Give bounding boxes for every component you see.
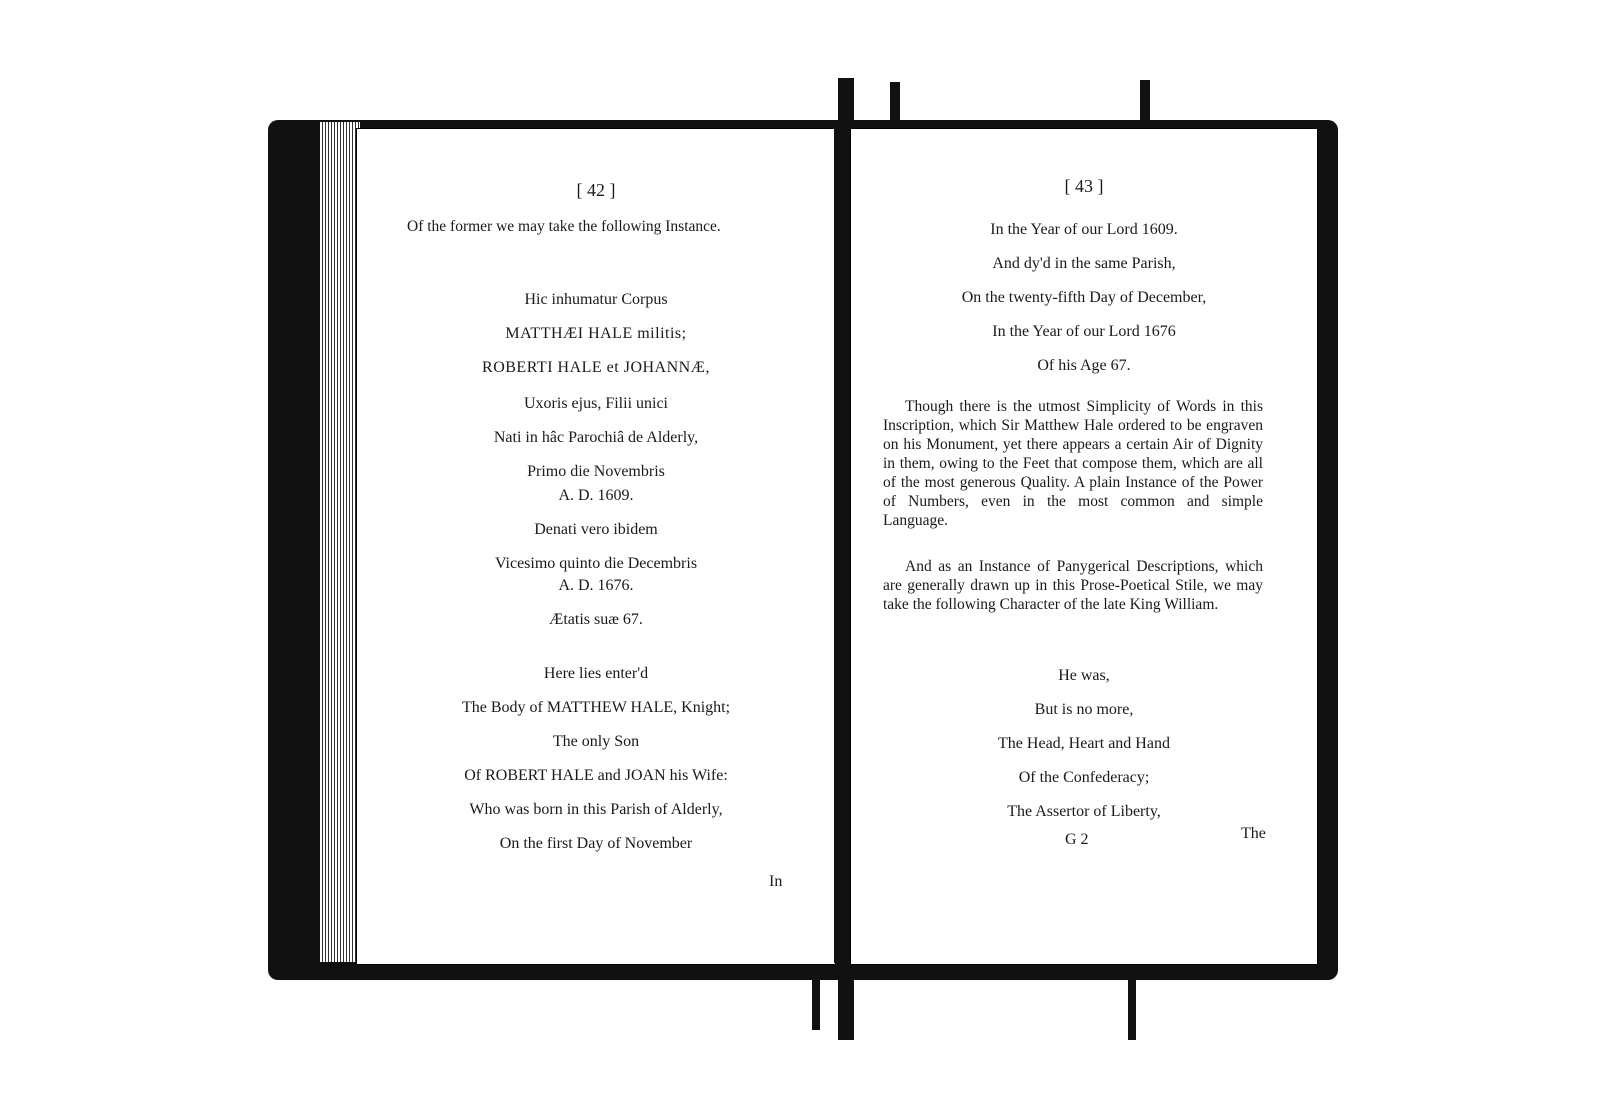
latin-line: Ætatis suæ 67.: [549, 611, 643, 628]
latin-line: Primo die Novembris: [527, 463, 665, 480]
character-line: The Assertor of Liberty,: [1007, 803, 1161, 820]
character-line: Of the Confederacy;: [1018, 769, 1150, 786]
verse-line: Of his Age 67.: [1037, 357, 1131, 374]
left-page: [356, 128, 836, 965]
spine-bottom: [838, 960, 854, 1040]
verse-line: In the Year of our Lord 1676: [992, 323, 1176, 340]
paragraph: And as an Instance of Panygerical Descriptions, which are generally drawn up in this Prose-Poetical Stile, we may take the following Character of the late King William.: [883, 558, 1263, 613]
verse-line: On the twenty-fifth Day of December,: [961, 289, 1207, 306]
latin-line: MATTHÆI HALE militis;: [505, 325, 687, 342]
english-line: On the first Day of November: [499, 835, 693, 852]
latin-line: A. D. 1609.: [558, 487, 634, 504]
verse-line: And dy'd in the same Parish,: [992, 255, 1176, 272]
right-page: [850, 128, 1318, 965]
latin-line: Vicesimo quinto die Decembris: [494, 555, 698, 572]
english-line: The Body of MATTHEW HALE, Knight;: [461, 699, 731, 716]
latin-line: Nati in hâc Parochiâ de Alderly,: [493, 429, 699, 446]
gutter: [834, 128, 850, 963]
character-line: He was,: [1058, 667, 1110, 684]
latin-line: Hic inhumatur Corpus: [524, 291, 668, 308]
signature-mark: G 2: [1065, 831, 1089, 848]
ribbon-marker: [1128, 960, 1136, 1040]
page-number: [ 42 ]: [576, 180, 616, 200]
english-line: Here lies enter'd: [543, 665, 649, 682]
latin-line: A. D. 1676.: [558, 577, 634, 594]
character-line: The Head, Heart and Hand: [998, 735, 1170, 752]
english-line: Who was born in this Parish of Alderly,: [469, 801, 723, 818]
latin-line: ROBERTI HALE et JOHANNÆ,: [482, 359, 710, 376]
character-line: But is no more,: [1034, 701, 1134, 718]
ribbon-marker: [812, 960, 820, 1030]
catchword: In: [769, 873, 783, 890]
page-number: [ 43 ]: [1064, 176, 1104, 196]
catchword: The: [1241, 825, 1266, 842]
latin-line: Uxoris ejus, Filii unici: [524, 395, 668, 412]
verse-line: In the Year of our Lord 1609.: [990, 221, 1178, 238]
intro-text: Of the former we may take the following Instance.: [407, 218, 721, 235]
english-line: Of ROBERT HALE and JOAN his Wife:: [464, 767, 728, 784]
page-edges: [320, 122, 360, 962]
paragraph: Though there is the utmost Simplicity of Words in this Inscription, which Sir Matthew Hale ordered to be engraven on his Monument, yet there appears a certain Air of Dignity in them, owing to the Feet that compose them, which are all of the most generous Quality. A plain Instance of the Power of Numbers, even in the most common and simple Language.: [883, 398, 1263, 529]
english-line: The only Son: [552, 733, 640, 750]
latin-line: Denati vero ibidem: [534, 521, 658, 538]
